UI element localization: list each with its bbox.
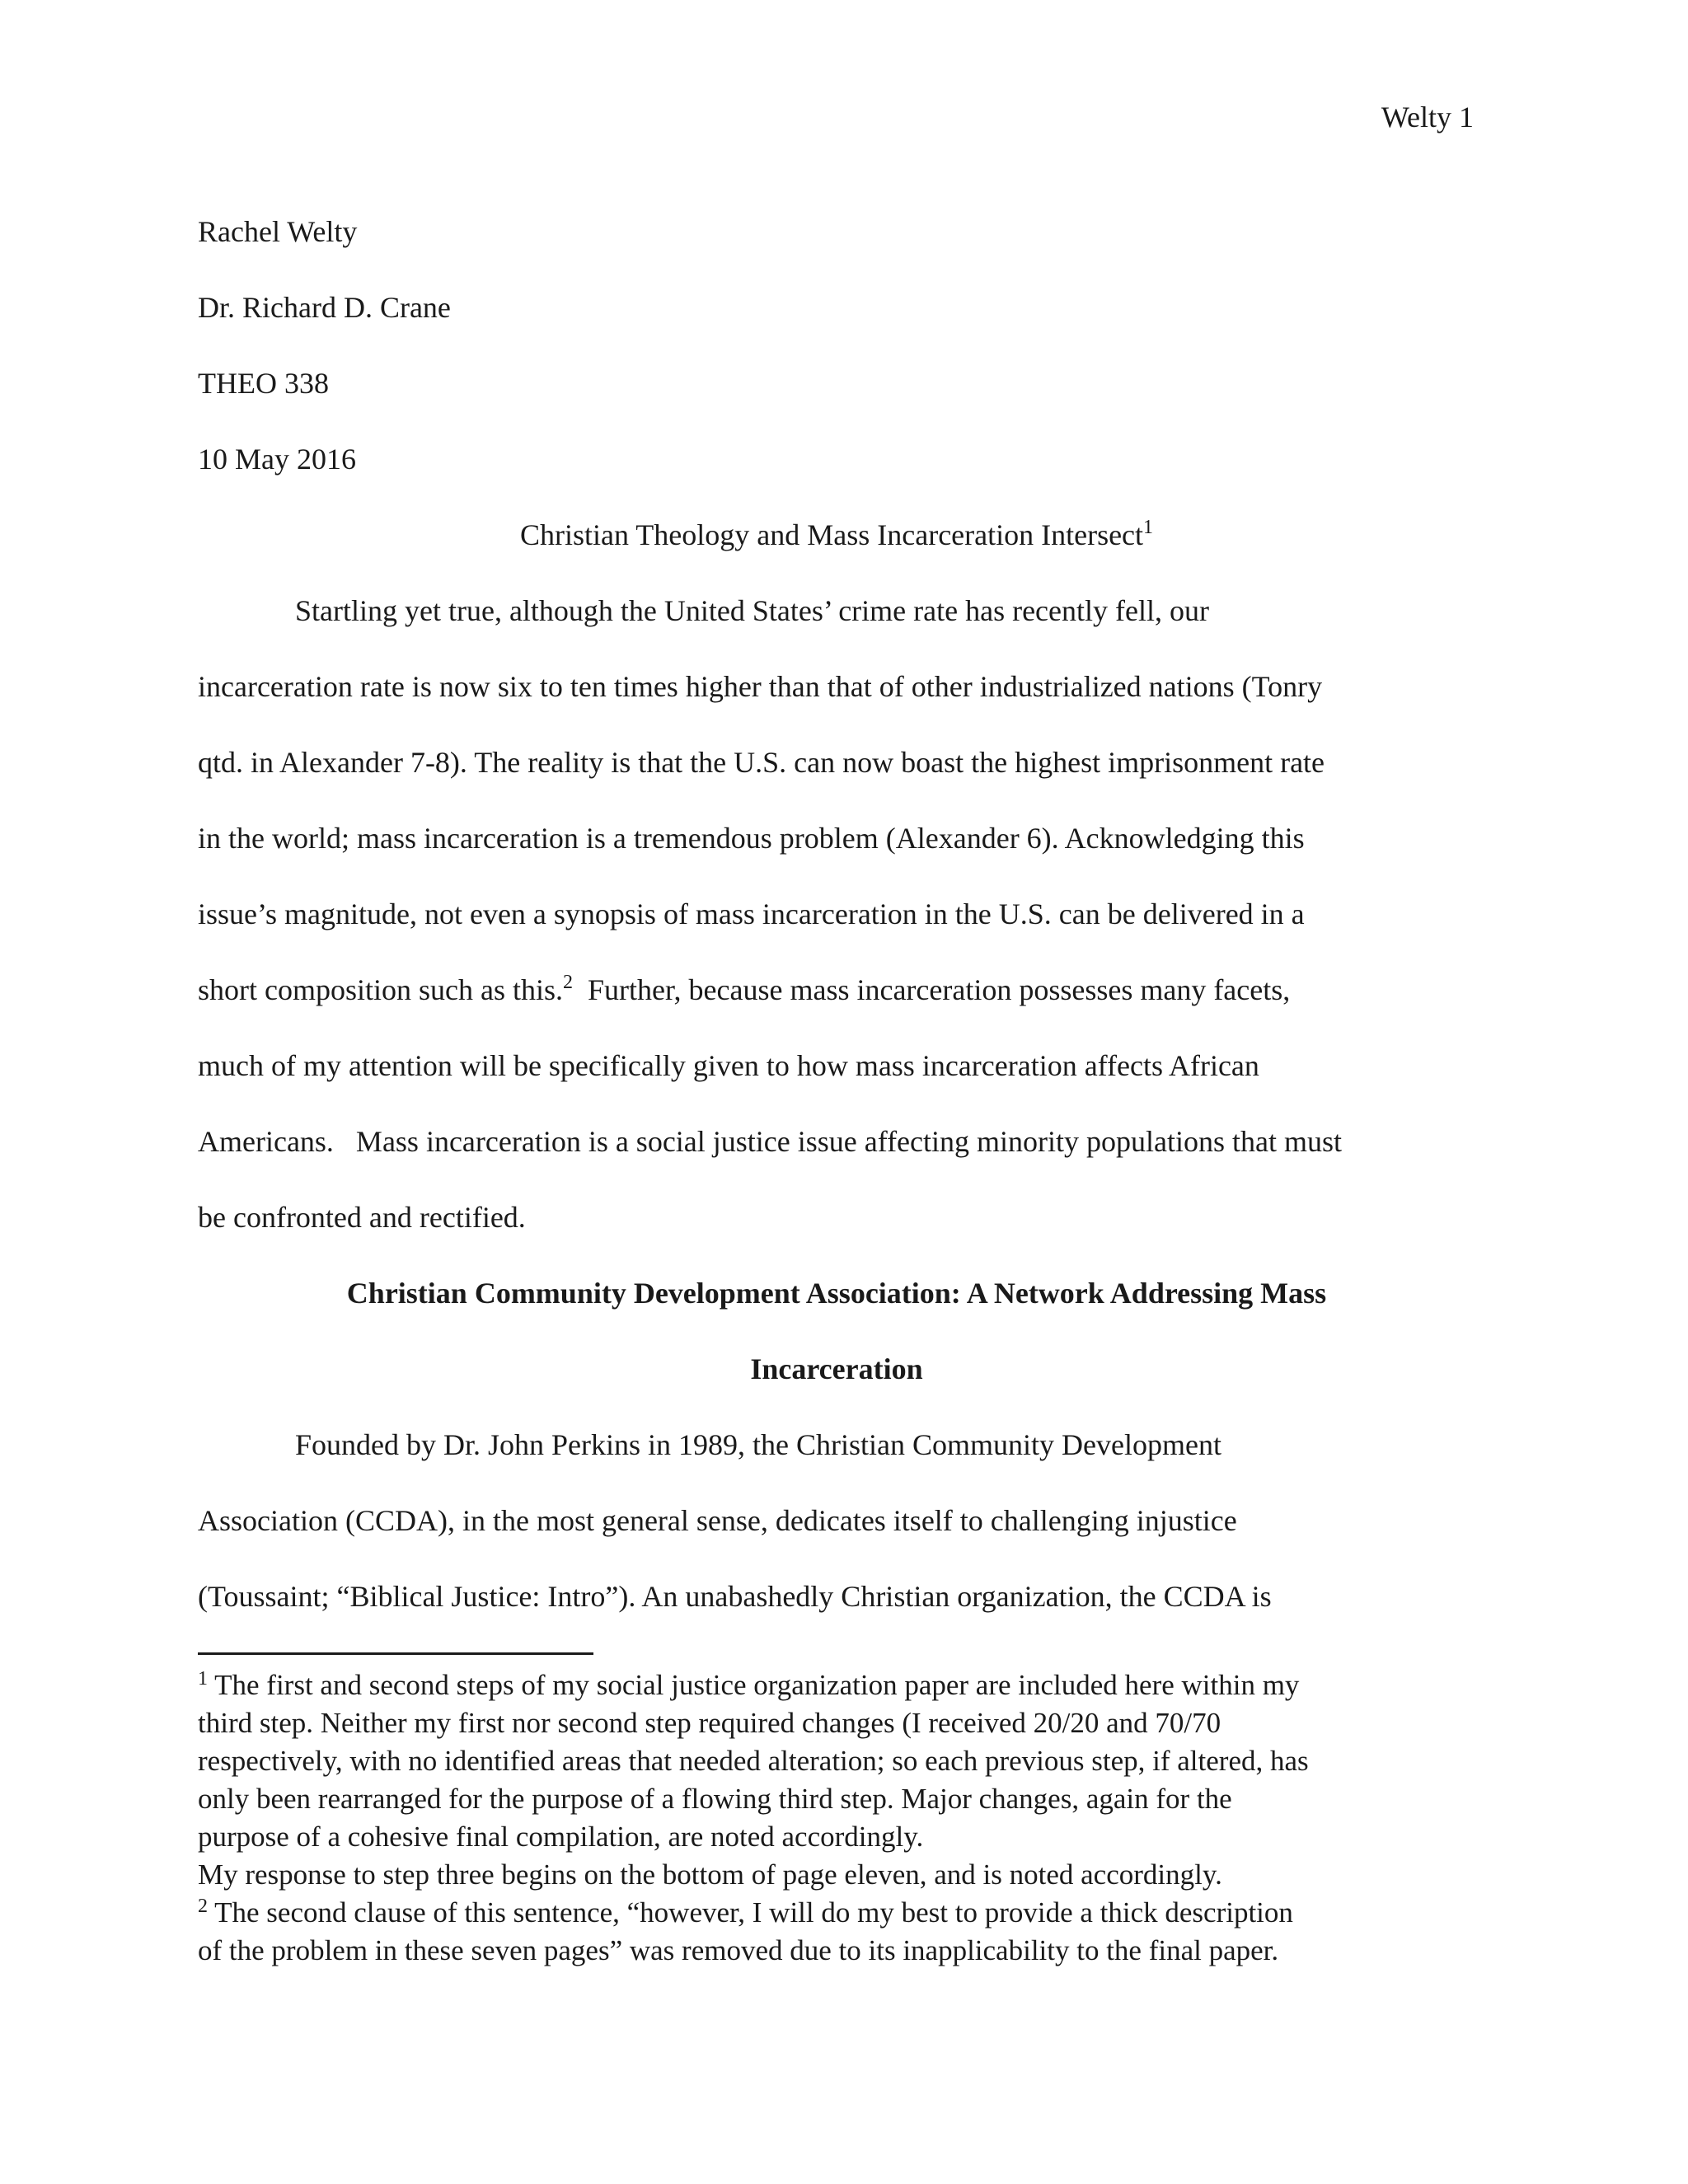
footnote-1-line: third step. Neither my first nor second step required changes (I received 20/20 and 70/70 [198,1707,1221,1739]
paragraph-1-line [198,952,1475,1028]
paragraph-2-line: (Toussaint; “Biblical Justice: Intro”). An unabashedly Christian organization, the CCDA is [198,1580,1272,1613]
paragraph-1-line: Startling yet true, although the United States’ crime rate has recently fell, our [295,594,1209,627]
author-name: Rachel Welty [198,215,358,248]
footnote-2-line [198,1894,1484,1932]
instructor-name: Dr. Richard D. Crane [198,291,451,324]
footnote-ref-2[interactable]: 2 [563,972,573,993]
footnote-1-text: The first and second steps of my social justice organization paper are included here within my [214,1669,1300,1701]
footnote-1-line: My response to step three begins on the bottom of page eleven, and is noted accordingly. [198,1858,1222,1891]
paragraph-1-line: be confronted and rectified. [198,1201,526,1234]
paragraph-1-text: Further, because mass incarceration possesses many facets, [588,973,1291,1006]
running-head: Welty 1 [1381,101,1474,134]
body-text [198,194,1475,1634]
paper-title [198,497,1475,573]
paragraph-1-text: short composition such as this. [198,973,563,1006]
footnote-1-line: respectively, with no identified areas that needed alteration; so each previous step, if altered, has [198,1745,1309,1777]
paper-date: 10 May 2016 [198,443,356,476]
footnote-1-line [198,1666,1484,1704]
paper-title-text: Christian Theology and Mass Incarceration Intersect [519,518,1144,551]
footnotes [198,1666,1484,1970]
course-code: THEO 338 [198,367,329,400]
footnote-1-line: purpose of a cohesive final compilation, are noted accordingly. [198,1821,924,1853]
paragraph-1-line: qtd. in Alexander 7-8). The reality is that the U.S. can now boast the highest imprisonment rate [198,746,1325,779]
section-heading: Incarceration [750,1352,923,1385]
footnote-divider [198,1652,593,1655]
section-heading: Christian Community Development Association: A Network Addressing Mass [346,1277,1327,1310]
paragraph-1-line: in the world; mass incarceration is a tremendous problem (Alexander 6). Acknowledging this [198,822,1305,855]
paragraph-2-line: Founded by Dr. John Perkins in 1989, the Christian Community Development [295,1428,1221,1461]
paragraph-1-line: Americans. Mass incarceration is a social justice issue affecting minority populations that must [198,1125,1343,1158]
footnote-2-number: 2 [198,1896,208,1917]
paragraph-1-line: issue’s magnitude, not even a synopsis of mass incarceration in the U.S. can be delivered in a [198,898,1305,930]
paragraph-1-line: incarceration rate is now six to ten times higher than that of other industrialized nations (Tonry [198,670,1323,703]
footnote-1-line: only been rearranged for the purpose of a flowing third step. Major changes, again for the [198,1783,1232,1815]
paragraph-2-line: Association (CCDA), in the most general sense, dedicates itself to challenging injustice [198,1504,1237,1537]
footnote-2-line: of the problem in these seven pages” was removed due to its inapplicability to the final paper. [198,1934,1279,1966]
footnote-2-text: The second clause of this sentence, “however, I will do my best to provide a thick description [214,1896,1293,1929]
footnote-1-number: 1 [198,1668,208,1690]
paragraph-1-line: much of my attention will be specifically given to how mass incarceration affects African [198,1049,1259,1082]
footnote-ref-1[interactable]: 1 [1143,517,1154,538]
